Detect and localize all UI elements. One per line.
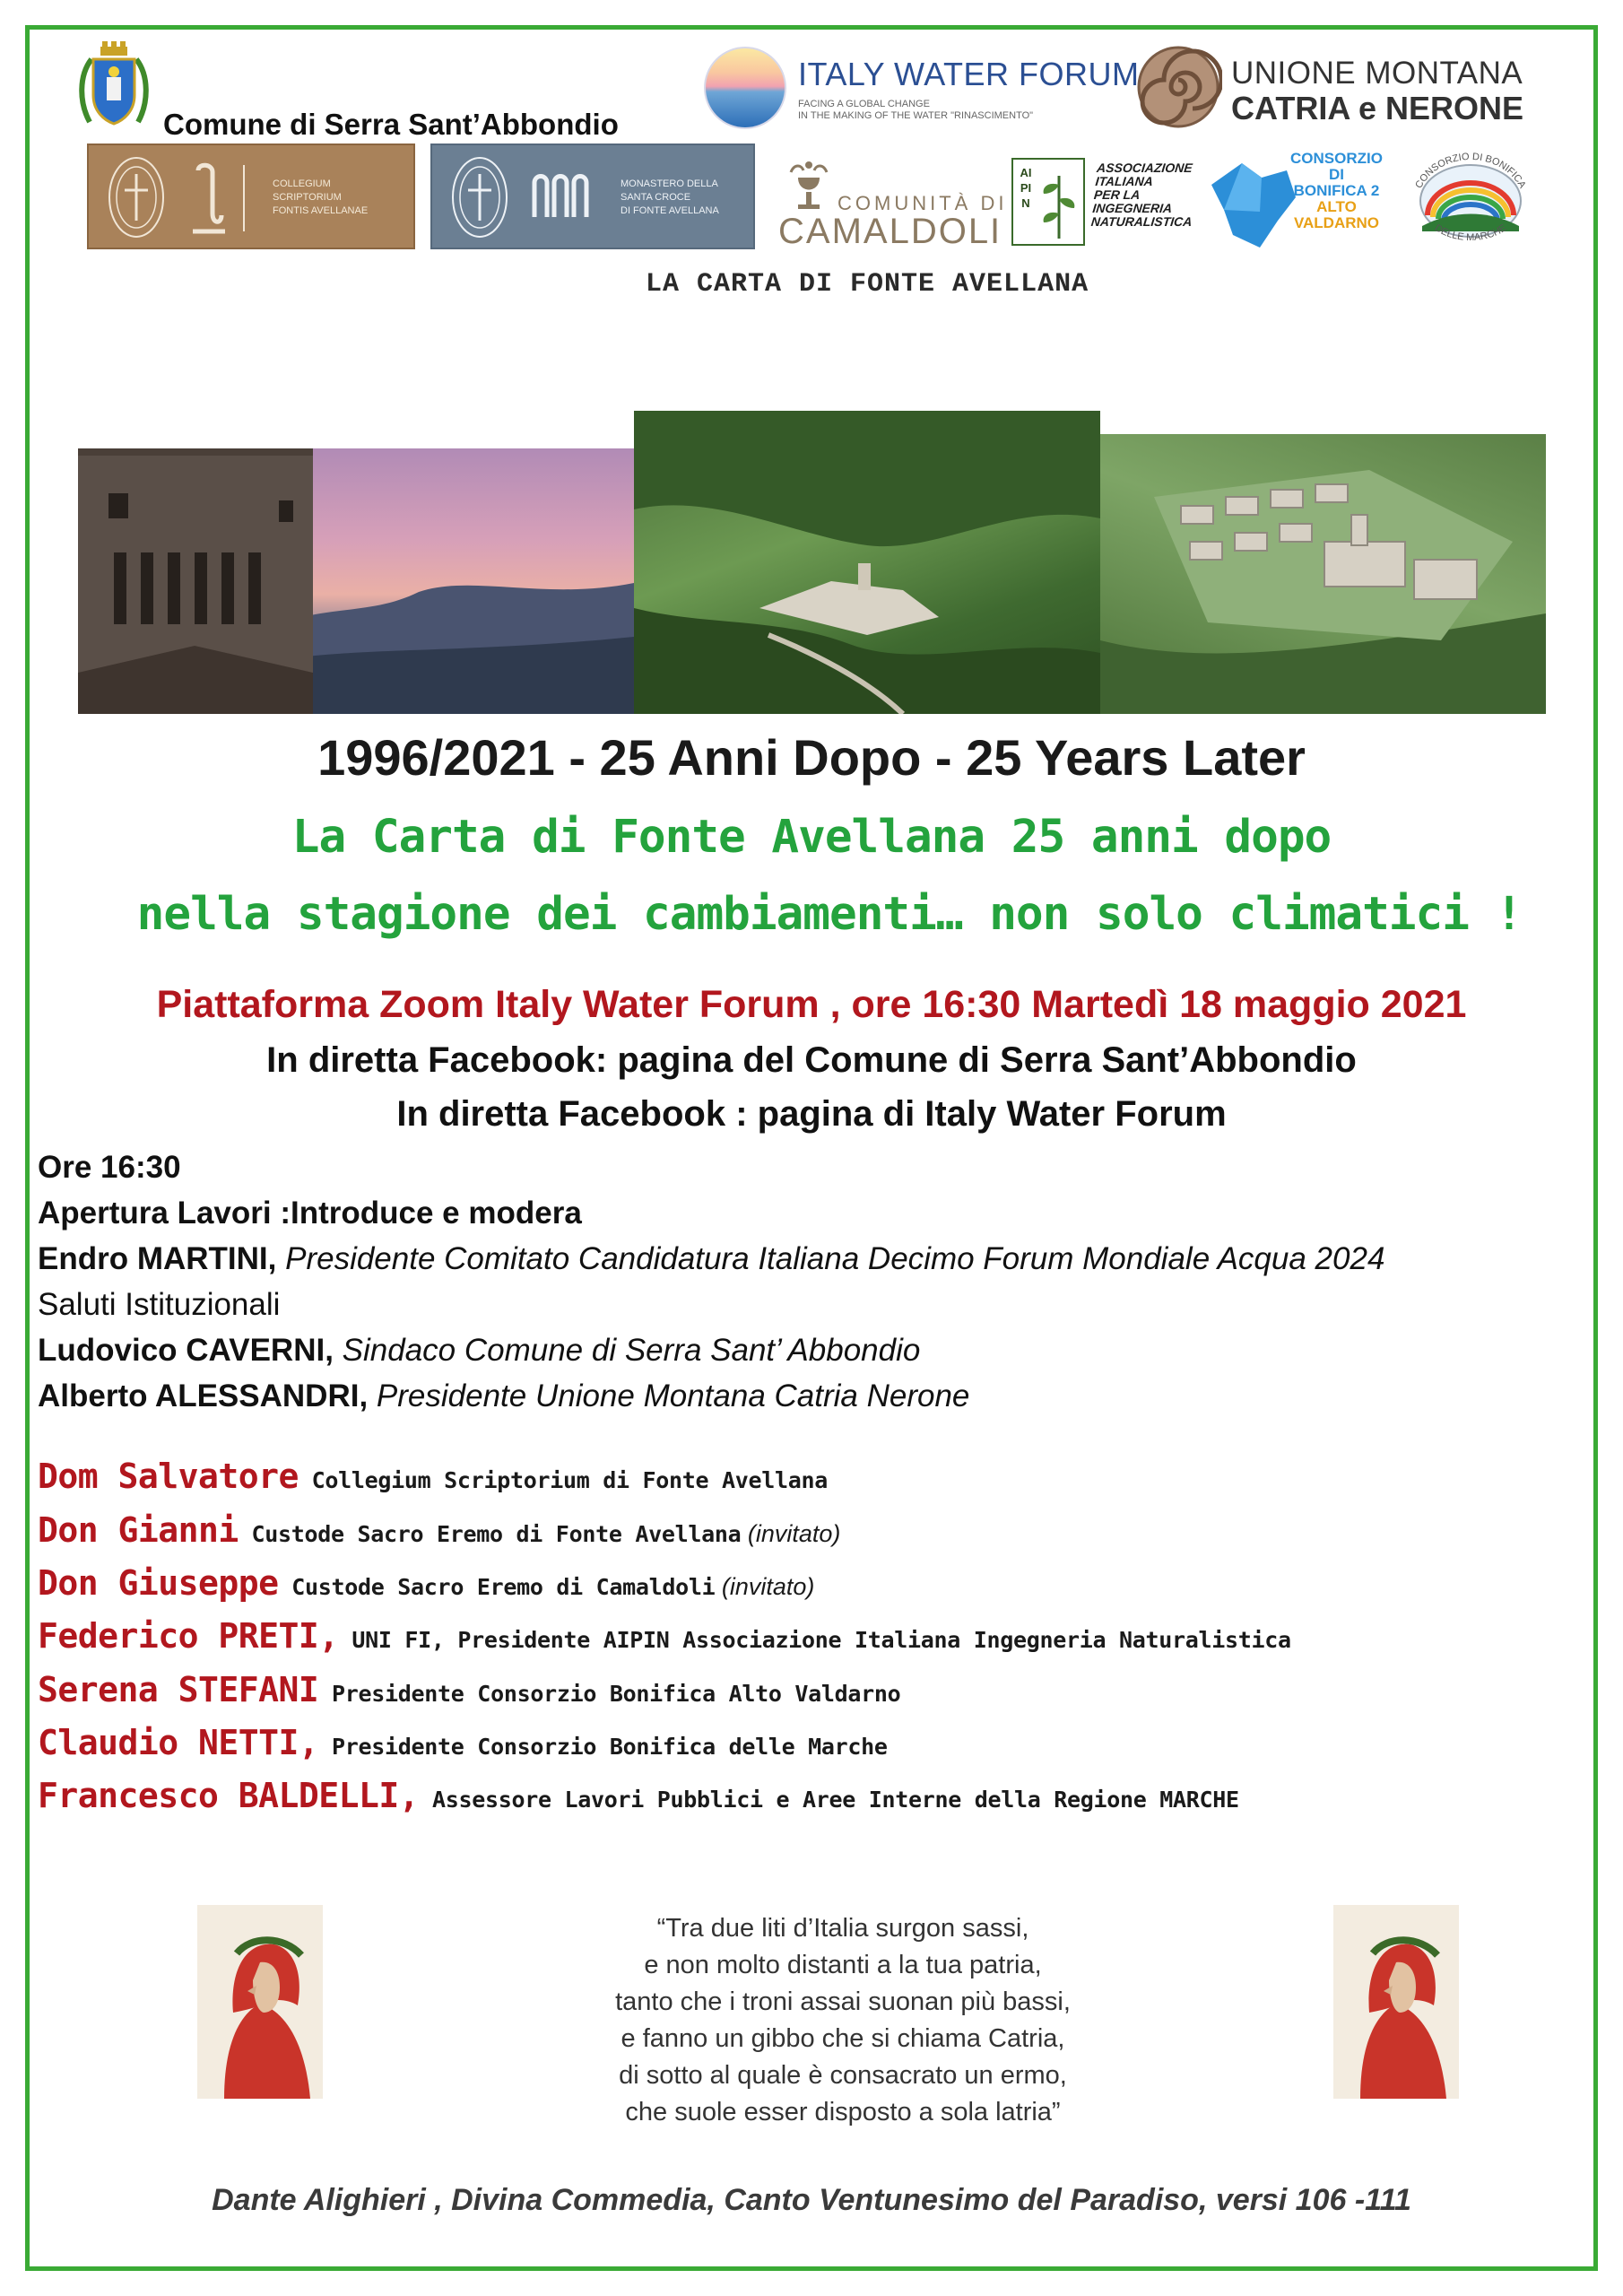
camaldoli-line2: CAMALDOLI (778, 212, 1002, 251)
comune-crest-icon (77, 39, 151, 131)
quote-citation: Dante Alighieri , Divina Commedia, Canto Ventunesimo del Paradiso, versi 106 -111 (212, 2183, 1411, 2217)
greet-2-role: Presidente Unione Montana Catria Nerone (368, 1378, 970, 1413)
seal-icon (448, 154, 511, 240)
aipin-text: ASSOCIAZIONE ITALIANA PER LA INGEGNERIA NATURALISTICA (1090, 161, 1193, 229)
photo-abbey-sunset (78, 448, 634, 714)
program-time: Ore 16:30 (38, 1150, 181, 1185)
unione-montana-logo (1134, 43, 1547, 133)
chalice-doves-icon (782, 154, 836, 217)
program-greet-2 (38, 1378, 969, 1414)
speaker-item: Don Giuseppe Custode Sacro Eremo di Camaldoli (invitato) (38, 1563, 815, 1603)
collegium-text: COLLEGIUM SCRIPTORIUM FONTIS AVELLANAE (273, 178, 369, 216)
platform-info: Piattaforma Zoom Italy Water Forum , ore 16:30 Martedì 18 maggio 2021 (156, 983, 1467, 1026)
um-line2: CATRIA e NERONE (1231, 90, 1524, 126)
divider (243, 165, 245, 231)
monastery-arches-icon (531, 170, 594, 219)
aipin-box (1011, 158, 1085, 246)
moderator-role: Presidente Comitato Candidatura Italiana Decimo Forum Mondiale Acqua 2024 (276, 1241, 1385, 1276)
speaker-item: Federico PRETI, UNI FI, Presidente AIPIN Associazione Italiana Ingegneria Naturalistica (38, 1616, 1291, 1656)
collegium-logo (87, 144, 415, 249)
iwf-name: ITALY WATER FORUM (798, 56, 1140, 92)
photo-monastery-aerial (634, 411, 1100, 714)
quote-line: tanto che i troni assai suonan più bassi, (615, 1987, 1071, 2016)
speaker-item: Serena STEFANI Presidente Consorzio Bonifica Alto Valdarno (38, 1670, 901, 1709)
plant-icon (1037, 167, 1081, 240)
photo-hermitage-aerial (1100, 434, 1546, 714)
greet-1-name: Ludovico CAVERNI, (38, 1333, 334, 1368)
camaldoli-line1: COMUNITÀ DI (838, 192, 1008, 214)
consorzio-marche-logo (1399, 144, 1542, 251)
cbm-bottom-text: DELLE MARCHE (1432, 222, 1509, 244)
scriptorium-mark-icon (186, 160, 230, 237)
greet-1-role: Sindaco Comune di Serra Sant’ Abbondio (333, 1333, 921, 1368)
ammonite-shell-icon (1134, 43, 1222, 131)
speaker-item: Dom Salvatore Collegium Scriptorium di Fonte Avellana (38, 1457, 828, 1496)
quote-line: e fanno un gibbo che si chiama Catria, (621, 2024, 1065, 2053)
carta-title: LA CARTA DI FONTE AVELLANA (646, 269, 1089, 300)
heading-years: 1996/2021 - 25 Anni Dopo - 25 Years Later (317, 729, 1306, 786)
subtitle-line2: nella stagione dei cambiamenti… non solo climatici ! (136, 888, 1523, 941)
quote-line: e non molto distanti a la tua patria, (644, 1951, 1042, 1979)
program-moderator (38, 1241, 1384, 1277)
um-line1: UNIONE MONTANA (1231, 56, 1523, 91)
moderator-name: Endro MARTINI, (38, 1241, 277, 1276)
aipin-logo (1011, 158, 1191, 248)
speaker-item: Don Gianni Custode Sacro Eremo di Fonte Avellana (invitato) (38, 1510, 841, 1550)
italy-water-forum-logo (704, 47, 1140, 129)
cbav-text: CONSORZIO DI BONIFICA 2 ALTO VALDARNO (1290, 150, 1383, 231)
dante-portrait-icon (197, 1905, 323, 2099)
monastero-text: MONASTERO DELLA SANTA CROCE DI FONTE AVELLANA (621, 178, 719, 216)
cbm-top-text: CONSORZIO DI BONIFICA (1413, 151, 1528, 191)
iwf-sunset-icon (704, 47, 786, 129)
program-greet-1 (38, 1333, 920, 1369)
camaldoli-logo (773, 154, 1006, 253)
dante-quote (502, 1910, 1184, 2131)
speaker-item: Francesco BALDELLI, Assessore Lavori Pubblici e Aree Interne della Regione MARCHE (38, 1776, 1239, 1815)
quote-line: che suole esser disposto a sola latria” (625, 2098, 1061, 2126)
greet-2-name: Alberto ALESSANDRI, (38, 1378, 369, 1413)
comune-title: Comune di Serra Sant’Abbondio (163, 108, 619, 141)
facebook-live-comune: In diretta Facebook: pagina del Comune di Serra Sant’Abbondio (266, 1040, 1357, 1080)
program-greetings: Saluti Istituzionali (38, 1287, 281, 1322)
speaker-item: Claudio NETTI, Presidente Consorzio Bonifica delle Marche (38, 1723, 888, 1762)
consorzio-alto-valdarno-logo (1206, 145, 1383, 253)
quote-line: “Tra due liti d’Italia surgon sassi, (656, 1914, 1029, 1943)
program-opening: Apertura Lavori :Introduce e modera (38, 1196, 582, 1231)
dante-portrait-icon (1333, 1905, 1459, 2099)
subtitle-line1: La Carta di Fonte Avellana 25 anni dopo (291, 811, 1332, 864)
aipin-letters: AIPIN (1020, 166, 1032, 210)
quote-line: di sotto al quale è consacratо un ermo, (619, 2061, 1067, 2090)
facebook-live-iwf: In diretta Facebook : pagina di Italy Water Forum (396, 1094, 1227, 1134)
iwf-tagline: FACING A GLOBAL CHANGE IN THE MAKING OF THE WATER "RINASCIMENTO" (798, 99, 1034, 121)
seal-icon (105, 154, 168, 240)
monastero-logo (430, 144, 755, 249)
